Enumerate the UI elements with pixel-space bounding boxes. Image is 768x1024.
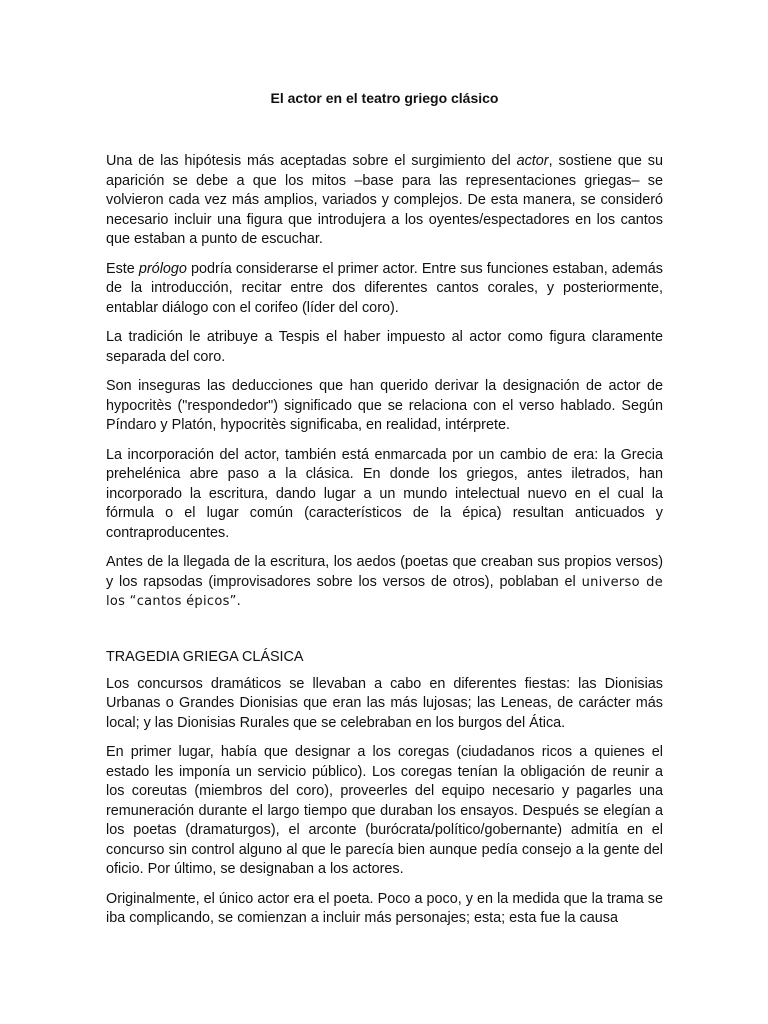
paragraph-1-text-a: Una de las hipótesis más aceptadas sobre el surgimiento del xyxy=(106,153,517,169)
paragraph-1 xyxy=(106,152,663,250)
paragraph-6-text-a: Antes de la llegada de la escritura, los aedos (poetas que creaban sus propios versos) y los rapsodas (improvisadores sobre los versos de otros), poblaban el xyxy=(106,554,663,590)
paragraph-2 xyxy=(106,260,663,319)
section-heading: TRAGEDIA GRIEGA CLÁSICA xyxy=(106,648,304,665)
document-page xyxy=(106,88,663,939)
paragraph-6 xyxy=(106,553,663,612)
paragraph-8: En primer lugar, había que designar a los coregas (ciudadanos ricos a quienes el estado les imponía un servicio público). Los coregas tenían la obligación de reunir a los coreutas (miembros del coro), proveerles del equipo necesario y pagarles una remuneración durante el largo tiempo que duraban los ensayos. Después se elegían a los poetas (dramaturgos), el arconte (burócrata/político/gobernante) admitía en el concurso sin control alguno al que le parecía bien aunque pedía consejo a la gente del oficio. Por último, se designaban a los actores. xyxy=(106,744,663,877)
paragraph-2-text-b: podría considerarse el primer actor. Entre sus funciones estaban, además de la introducción, recitar entre dos diferentes cantos corales, y posteriormente, entablar diálogo con el corifeo (líder del coro). xyxy=(106,260,663,316)
paragraph-4: Son inseguras las deducciones que han querido derivar la designación de actor de hypocritès ("respondedor") significado que se relaciona con el verso hablado. Según Píndaro y Platón, hypocritès significaba, en realidad, intérprete. xyxy=(106,378,663,433)
paragraph-6-text-b: universo de los “cantos épicos”. xyxy=(106,574,663,609)
paragraph-3: La tradición le atribuye a Tespis el haber impuesto al actor como figura claramente separada del coro. xyxy=(106,329,663,365)
paragraph-5: La incorporación del actor, también está enmarcada por un cambio de era: la Grecia prehelénica abre paso a la clásica. En donde los griegos, antes iletrados, han incorporado la escritura, dando lugar a un mundo intelectual nuevo en el cual la fórmula o el lugar común (característicos de la épica) resultan anticuados y contraproducentes. xyxy=(106,446,663,541)
paragraph-1-emphasis: actor xyxy=(516,153,549,169)
paragraph-2-emphasis: prólogo xyxy=(138,260,187,277)
document-title: El actor en el teatro griego clásico xyxy=(270,90,499,106)
paragraph-1-text-b: , sostiene que su aparición se debe a que los mitos –base para las representaciones griegas– se volvieron cada vez más amplios, variados y complejos. De esta manera, se consideró necesario incluir una figura que introdujera a los oyentes/espectadores en los cantos que estaban a punto de escuchar. xyxy=(106,153,663,247)
paragraph-9: Originalmente, el único actor era el poeta. Poco a poco, y en la medida que la trama se iba complicando, se comienzan a incluir más personajes; esta; esta fue la causa xyxy=(106,890,663,926)
paragraph-2-text-a: Este xyxy=(106,260,139,277)
paragraph-7: Los concursos dramáticos se llevaban a cabo en diferentes fiestas: las Dionisias Urbanas o Grandes Dionisias que eran las más lujosas; las Leneas, de carácter más local; y las Dionisias Rurales que se celebraban en los burgos del Ática. xyxy=(106,675,663,731)
